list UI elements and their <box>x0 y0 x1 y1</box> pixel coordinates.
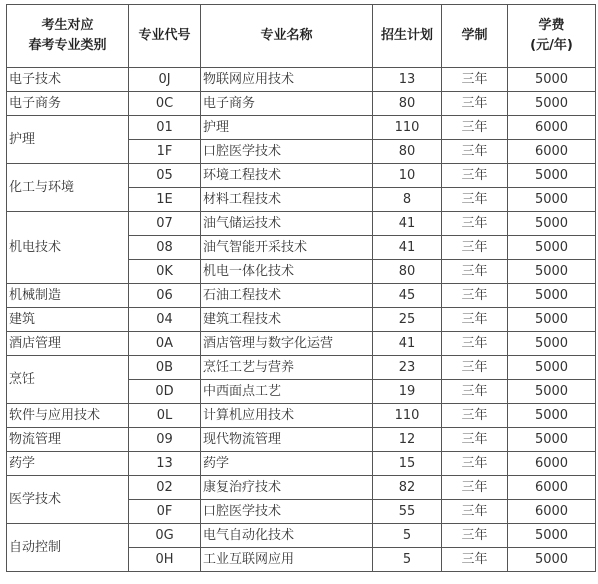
fee-cell: 6000 <box>508 140 596 164</box>
code-cell: 0C <box>129 92 201 116</box>
code-cell: 09 <box>129 428 201 452</box>
code-cell: 06 <box>129 284 201 308</box>
plan-cell: 55 <box>373 500 442 524</box>
fee-cell: 5000 <box>508 548 596 572</box>
name-cell: 机电一体化技术 <box>201 260 373 284</box>
table-row <box>7 308 596 332</box>
plan-cell: 12 <box>373 428 442 452</box>
name-cell: 石油工程技术 <box>201 284 373 308</box>
plan-cell: 25 <box>373 308 442 332</box>
name-cell: 油气储运技术 <box>201 212 373 236</box>
enrollment-table <box>6 4 596 572</box>
code-cell: 0G <box>129 524 201 548</box>
header-fee <box>508 5 596 68</box>
header-fee-line1: 学费 <box>538 18 565 33</box>
plan-cell: 41 <box>373 332 442 356</box>
plan-cell: 23 <box>373 356 442 380</box>
category-cell: 护理 <box>7 116 129 164</box>
code-cell: 13 <box>129 452 201 476</box>
fee-cell: 5000 <box>508 212 596 236</box>
fee-cell: 6000 <box>508 500 596 524</box>
plan-cell: 41 <box>373 212 442 236</box>
duration-cell: 三年 <box>442 500 508 524</box>
duration-cell: 三年 <box>442 428 508 452</box>
fee-cell: 5000 <box>508 332 596 356</box>
name-cell: 环境工程技术 <box>201 164 373 188</box>
fee-cell: 6000 <box>508 116 596 140</box>
plan-cell: 80 <box>373 140 442 164</box>
fee-cell: 5000 <box>508 356 596 380</box>
duration-cell: 三年 <box>442 380 508 404</box>
category-cell: 烹饪 <box>7 356 129 404</box>
header-duration: 学制 <box>442 5 508 68</box>
plan-cell: 80 <box>373 92 442 116</box>
code-cell: 0K <box>129 260 201 284</box>
fee-cell: 5000 <box>508 524 596 548</box>
duration-cell: 三年 <box>442 188 508 212</box>
fee-cell: 5000 <box>508 236 596 260</box>
duration-cell: 三年 <box>442 236 508 260</box>
table-row <box>7 284 596 308</box>
duration-cell: 三年 <box>442 116 508 140</box>
duration-cell: 三年 <box>442 524 508 548</box>
table-row <box>7 452 596 476</box>
fee-cell: 5000 <box>508 308 596 332</box>
table-row <box>7 68 596 92</box>
code-cell: 0J <box>129 68 201 92</box>
duration-cell: 三年 <box>442 260 508 284</box>
name-cell: 口腔医学技术 <box>201 500 373 524</box>
header-category-line2: 春考专业类别 <box>28 38 107 53</box>
plan-cell: 15 <box>373 452 442 476</box>
plan-cell: 110 <box>373 116 442 140</box>
table-row <box>7 524 596 548</box>
category-cell: 酒店管理 <box>7 332 129 356</box>
code-cell: 0A <box>129 332 201 356</box>
plan-cell: 41 <box>373 236 442 260</box>
code-cell: 07 <box>129 212 201 236</box>
fee-cell: 6000 <box>508 452 596 476</box>
name-cell: 酒店管理与数字化运营 <box>201 332 373 356</box>
plan-cell: 19 <box>373 380 442 404</box>
plan-cell: 82 <box>373 476 442 500</box>
name-cell: 计算机应用技术 <box>201 404 373 428</box>
duration-cell: 三年 <box>442 68 508 92</box>
fee-cell: 5000 <box>508 428 596 452</box>
category-cell: 机械制造 <box>7 284 129 308</box>
duration-cell: 三年 <box>442 212 508 236</box>
fee-cell: 6000 <box>508 476 596 500</box>
code-cell: 01 <box>129 116 201 140</box>
name-cell: 建筑工程技术 <box>201 308 373 332</box>
header-row <box>7 5 596 68</box>
duration-cell: 三年 <box>442 164 508 188</box>
table-row <box>7 404 596 428</box>
code-cell: 0B <box>129 356 201 380</box>
category-cell: 软件与应用技术 <box>7 404 129 428</box>
header-category-line1: 考生对应 <box>41 18 94 33</box>
duration-cell: 三年 <box>442 404 508 428</box>
plan-cell: 80 <box>373 260 442 284</box>
name-cell: 口腔医学技术 <box>201 140 373 164</box>
fee-cell: 5000 <box>508 164 596 188</box>
plan-cell: 45 <box>373 284 442 308</box>
table-row <box>7 356 596 380</box>
duration-cell: 三年 <box>442 92 508 116</box>
name-cell: 烹饪工艺与营养 <box>201 356 373 380</box>
code-cell: 0L <box>129 404 201 428</box>
name-cell: 材料工程技术 <box>201 188 373 212</box>
category-cell: 建筑 <box>7 308 129 332</box>
name-cell: 电气自动化技术 <box>201 524 373 548</box>
duration-cell: 三年 <box>442 476 508 500</box>
header-category <box>7 5 129 68</box>
code-cell: 1E <box>129 188 201 212</box>
duration-cell: 三年 <box>442 332 508 356</box>
header-name: 专业名称 <box>201 5 373 68</box>
code-cell: 1F <box>129 140 201 164</box>
plan-cell: 5 <box>373 548 442 572</box>
duration-cell: 三年 <box>442 548 508 572</box>
name-cell: 现代物流管理 <box>201 428 373 452</box>
category-cell: 电子技术 <box>7 68 129 92</box>
code-cell: 04 <box>129 308 201 332</box>
name-cell: 康复治疗技术 <box>201 476 373 500</box>
duration-cell: 三年 <box>442 356 508 380</box>
name-cell: 药学 <box>201 452 373 476</box>
table-row <box>7 476 596 500</box>
fee-cell: 5000 <box>508 260 596 284</box>
name-cell: 中西面点工艺 <box>201 380 373 404</box>
name-cell: 油气智能开采技术 <box>201 236 373 260</box>
fee-cell: 5000 <box>508 68 596 92</box>
category-cell: 物流管理 <box>7 428 129 452</box>
table-row <box>7 428 596 452</box>
code-cell: 08 <box>129 236 201 260</box>
table-row <box>7 164 596 188</box>
plan-cell: 110 <box>373 404 442 428</box>
code-cell: 0H <box>129 548 201 572</box>
duration-cell: 三年 <box>442 140 508 164</box>
name-cell: 电子商务 <box>201 92 373 116</box>
fee-cell: 5000 <box>508 188 596 212</box>
name-cell: 工业互联网应用 <box>201 548 373 572</box>
code-cell: 0F <box>129 500 201 524</box>
table-row <box>7 212 596 236</box>
table-row <box>7 332 596 356</box>
category-cell: 自动控制 <box>7 524 129 572</box>
duration-cell: 三年 <box>442 452 508 476</box>
category-cell: 电子商务 <box>7 92 129 116</box>
fee-cell: 5000 <box>508 404 596 428</box>
fee-cell: 5000 <box>508 380 596 404</box>
fee-cell: 5000 <box>508 92 596 116</box>
name-cell: 护理 <box>201 116 373 140</box>
name-cell: 物联网应用技术 <box>201 68 373 92</box>
fee-cell: 5000 <box>508 284 596 308</box>
code-cell: 05 <box>129 164 201 188</box>
category-cell: 机电技术 <box>7 212 129 284</box>
table-body <box>7 68 596 572</box>
plan-cell: 8 <box>373 188 442 212</box>
header-plan: 招生计划 <box>373 5 442 68</box>
plan-cell: 13 <box>373 68 442 92</box>
category-cell: 医学技术 <box>7 476 129 524</box>
header-fee-line2: (元/年) <box>530 38 573 53</box>
plan-cell: 5 <box>373 524 442 548</box>
category-cell: 药学 <box>7 452 129 476</box>
plan-cell: 10 <box>373 164 442 188</box>
code-cell: 0D <box>129 380 201 404</box>
table-row <box>7 116 596 140</box>
duration-cell: 三年 <box>442 284 508 308</box>
table-row <box>7 92 596 116</box>
code-cell: 02 <box>129 476 201 500</box>
category-cell: 化工与环境 <box>7 164 129 212</box>
duration-cell: 三年 <box>442 308 508 332</box>
header-code: 专业代号 <box>129 5 201 68</box>
